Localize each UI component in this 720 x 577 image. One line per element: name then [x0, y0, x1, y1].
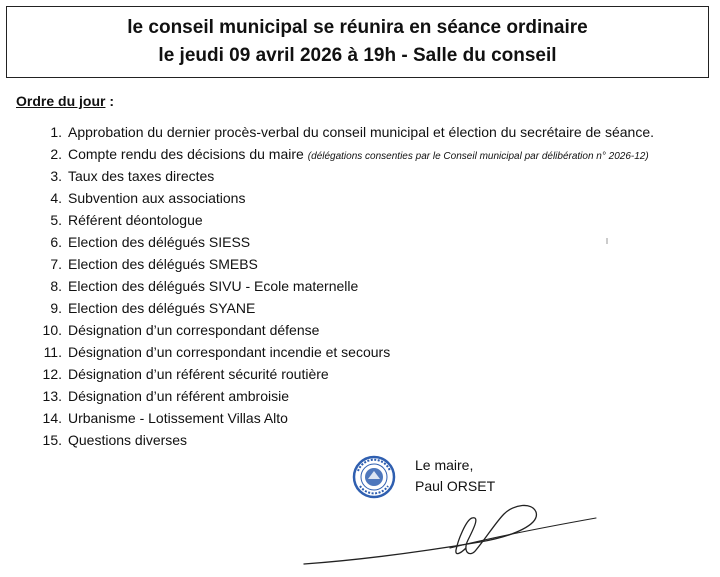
agenda-item-text: Référent déontologue: [68, 212, 203, 228]
agenda-item-number: 10.: [42, 322, 62, 338]
agenda-item-text: Désignation d’un correspondant défense: [68, 322, 320, 338]
agenda-item-text-wrap: [68, 297, 255, 319]
agenda-item-number: 1.: [50, 124, 62, 140]
agenda-item-number: 9.: [50, 300, 62, 316]
agenda-item-number: 12.: [42, 366, 62, 382]
agenda-item-number: 11.: [43, 344, 62, 360]
agenda-item-text: Subvention aux associations: [68, 190, 246, 206]
header-line-2: le jeudi 09 avril 2026 à 19h - Salle du conseil: [158, 45, 557, 66]
agenda-item-number: 6.: [50, 234, 62, 250]
agenda-item-text-wrap: [68, 165, 214, 187]
agenda-item-number: 14.: [42, 410, 62, 426]
agenda-item-number: 13.: [42, 388, 62, 404]
agenda-item-text: Urbanisme - Lotissement Villas Alto: [68, 410, 288, 426]
agenda-item-text-wrap: [68, 407, 288, 429]
agenda-item-text-wrap: [68, 187, 245, 209]
margin-mark: [606, 238, 608, 244]
agenda-item-number: 3.: [50, 168, 62, 184]
signatory-name: Paul ORSET: [415, 478, 496, 494]
agenda-item-text: Approbation du dernier procès-verbal du conseil municipal et élection du secrétaire de séance.: [68, 124, 655, 140]
agenda-item-number: 8.: [50, 278, 62, 294]
agenda-item-text-wrap: [68, 121, 654, 143]
agenda-item-text-wrap: [68, 253, 258, 275]
agenda-heading: [16, 93, 114, 109]
agenda-item-text: Compte rendu des décisions du maire: [68, 146, 304, 162]
agenda-item-text: Désignation d’un référent sécurité routière: [68, 366, 329, 382]
signatory-title: Le maire,: [415, 457, 474, 473]
agenda-item-number: 2.: [50, 146, 62, 162]
agenda-item-number: 7.: [50, 256, 62, 272]
agenda-item-text-wrap: [68, 341, 390, 363]
agenda-item-text-wrap: [68, 319, 319, 341]
agenda-item-number: 5.: [50, 212, 62, 228]
agenda-item-text: Taux des taxes directes: [68, 168, 215, 184]
agenda-item-text: Election des délégués SMEBS: [68, 256, 258, 272]
agenda-item-text-wrap: [68, 275, 358, 297]
agenda-item-text-wrap: [68, 363, 329, 385]
handwritten-signature: [300, 490, 600, 570]
agenda-item-number: 4.: [50, 190, 62, 206]
agenda-item-note: (délégations consenties par le Conseil municipal par délibération n° 2026-12): [307, 151, 649, 162]
agenda-item-number: 15.: [42, 432, 62, 448]
agenda-item-text-wrap: [68, 231, 250, 253]
agenda-item-text: Election des délégués SYANE: [68, 300, 256, 316]
header-line-1: le conseil municipal se réunira en séance ordinaire: [127, 17, 588, 38]
agenda-item-text: Election des délégués SIVU - Ecole maternelle: [68, 278, 359, 294]
agenda-item-text: Désignation d’un référent ambroisie: [68, 388, 290, 404]
agenda-item-text-wrap: [68, 209, 203, 231]
agenda-heading-colon: :: [105, 93, 115, 109]
agenda-item-text: Election des délégués SIESS: [68, 234, 251, 250]
agenda-item-text-wrap: [68, 385, 289, 407]
agenda-item-text: Questions diverses: [68, 432, 188, 448]
agenda-heading-label: Ordre du jour: [16, 93, 106, 109]
header-box: [6, 6, 709, 78]
agenda-item-text-wrap: [68, 429, 187, 451]
agenda-item-text: Désignation d’un correspondant incendie et secours: [68, 344, 391, 360]
